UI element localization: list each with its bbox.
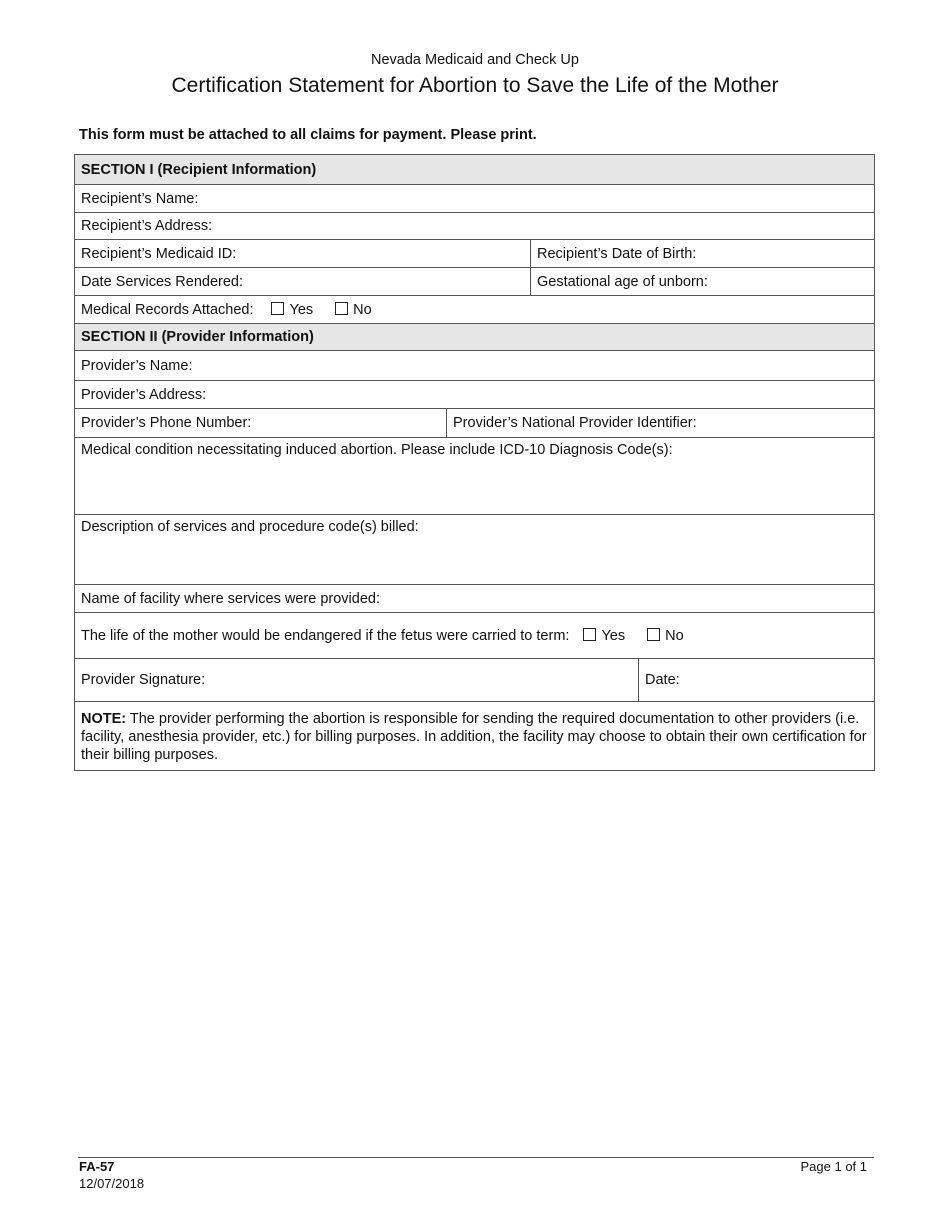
facility-row	[75, 585, 874, 613]
recipient-name-row	[75, 185, 874, 213]
section-1-header	[75, 155, 874, 185]
signature-date-field[interactable]: Date:	[638, 659, 874, 701]
endangered-yes-checkbox[interactable]	[583, 628, 596, 641]
services-description-row	[75, 515, 874, 585]
provider-note	[75, 702, 874, 770]
endangered-yes-label: Yes	[601, 627, 626, 644]
endangered-no-option[interactable]	[647, 628, 684, 644]
records-yes-label: Yes	[289, 301, 314, 318]
provider-npi-field[interactable]: Provider’s National Provider Identifier:	[446, 409, 874, 437]
form-id: FA-57	[79, 1159, 115, 1174]
life-endangered-label: The life of the mother would be endangered if the fetus were carried to term:	[81, 627, 570, 644]
endangered-yes-option[interactable]	[583, 628, 625, 644]
note-text: The provider performing the abortion is responsible for sending the required documentation to other providers (i.e. facility, anesthesia provider, etc.) for billing purposes. In addition, the facility may choose to obtain their own certification for their billing purposes.	[81, 711, 867, 763]
form-revision-date: 12/07/2018	[79, 1176, 145, 1191]
signature-row	[75, 659, 874, 702]
form-title: Certification Statement for Abortion to Save the Life of the Mother	[171, 74, 779, 97]
certification-form	[74, 154, 875, 771]
provider-address-row	[75, 381, 874, 409]
recipient-address-row	[75, 213, 874, 240]
date-services-field[interactable]: Date Services Rendered:	[81, 273, 243, 290]
note-prefix: NOTE:	[81, 711, 127, 727]
recipient-name-field[interactable]: Recipient’s Name:	[81, 190, 199, 207]
endangered-no-label: No	[665, 627, 684, 644]
recipient-address-field[interactable]: Recipient’s Address:	[81, 218, 213, 234]
provider-address-field[interactable]: Provider’s Address:	[81, 386, 207, 403]
section-1-heading: SECTION I (Recipient Information)	[81, 161, 317, 178]
life-endangered-row	[75, 613, 874, 659]
services-description-field[interactable]: Description of services and procedure code(s) billed:	[81, 519, 419, 535]
gestational-age-field[interactable]: Gestational age of unborn:	[530, 268, 874, 295]
note-row	[75, 702, 874, 770]
recipient-dob-field[interactable]: Recipient’s Date of Birth:	[530, 240, 874, 267]
records-yes-checkbox[interactable]	[271, 302, 284, 315]
provider-name-row	[75, 351, 874, 381]
date-services-row	[75, 268, 874, 296]
form-instruction: This form must be attached to all claims for payment. Please print.	[79, 127, 537, 143]
records-no-option[interactable]	[335, 302, 372, 318]
medical-condition-field[interactable]: Medical condition necessitating induced abortion. Please include ICD-10 Diagnosis Code(s):	[81, 442, 673, 458]
footer-divider	[78, 1157, 874, 1158]
section-2-heading: SECTION II (Provider Information)	[81, 329, 314, 345]
records-no-checkbox[interactable]	[335, 302, 348, 315]
medical-records-label: Medical Records Attached:	[81, 301, 254, 318]
medical-condition-row	[75, 438, 874, 515]
medical-records-row	[75, 296, 874, 324]
provider-name-field[interactable]: Provider’s Name:	[81, 357, 193, 374]
section-2-header	[75, 324, 874, 351]
records-no-label: No	[353, 301, 372, 318]
recipient-medicaid-id-field[interactable]: Recipient’s Medicaid ID:	[81, 245, 237, 262]
facility-name-field[interactable]: Name of facility where services were provided:	[81, 590, 380, 607]
provider-phone-row	[75, 409, 874, 438]
provider-signature-field[interactable]: Provider Signature:	[81, 672, 206, 688]
records-yes-option[interactable]	[271, 302, 313, 318]
page-number: Page 1 of 1	[800, 1159, 867, 1174]
endangered-no-checkbox[interactable]	[647, 628, 660, 641]
provider-phone-field[interactable]: Provider’s Phone Number:	[81, 415, 252, 431]
agency-name: Nevada Medicaid and Check Up	[371, 52, 579, 68]
recipient-id-row	[75, 240, 874, 268]
